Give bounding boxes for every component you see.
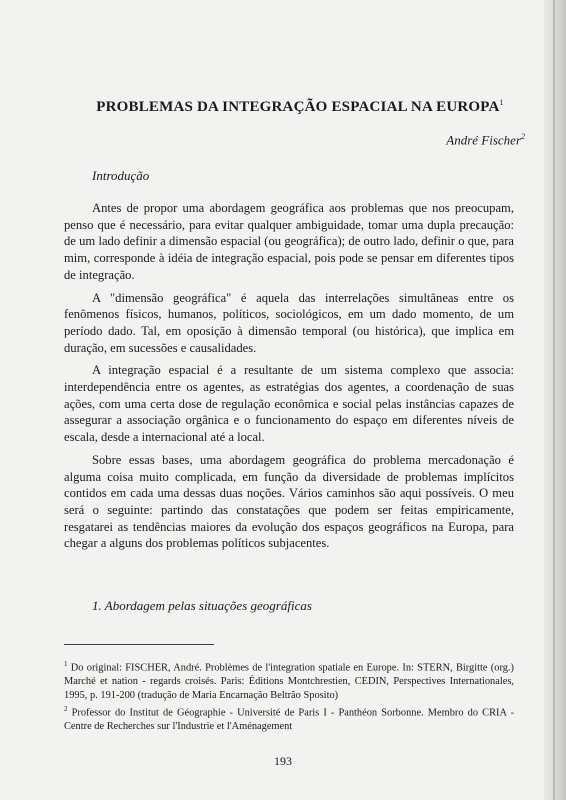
author-name (446, 132, 525, 148)
footnote (64, 703, 514, 734)
paragraph: A integração espacial é a resultante de um sistema complexo que associa: interdependência entre os agentes, as estratégias dos agentes, a coordenação de suas ações, com uma certa dose de regulação econômica e social pelas instâncias capazes de assegurar a associação orgânica e o funcionamento do espaço em diferentes níveis de escala, desde a internacional até a local. (64, 363, 514, 445)
paragraph: Sobre essas bases, uma abordagem geográfica do problema mercadonação é alguma coisa muito complicada, em função da diversidade de problemas implícitos contidos em cada uma dessas duas noções. Vários caminhos são aqui possíveis. O meu será o seguinte: partindo das constatações que podem ser feitas empiricamente, resgatarei as tendências maiores da evolução dos espaços geográficos na Europa, para chegar a alguns dos problemas políticos subjacentes. (64, 452, 514, 551)
paragraph: A "dimensão geográfica" é aquela das interrelações simultâneas entre os fenômenos físicos, humanos, políticos, sociológicos, em um dado momento, de um período dado. Tal, em oposição à dimensão temporal (ou histórica), que implica em duração, em sucessões e causalidades. (64, 290, 514, 355)
document-title (60, 98, 540, 116)
footnote-text: Professor do Institut de Géographie - Université de Paris I - Panthéon Sorbonne. Membro do CRIA - Centre de Recherches sur l'Industrie et l'Aménagement (64, 707, 514, 733)
footnote-text: Do original: FISCHER, André. Problèmes de l'integration spatiale en Europe. In: STERN, Birgitte (org.) Marché et nation - regards croisés. Paris: Éditions Montchrestien, CEDIN, Perspectives Internationales, 1995, p. 191-200 (tradução de Maria Encarnação Beltrão Sposito) (64, 662, 514, 702)
scan-edge (544, 0, 566, 800)
footnote-mark: 1 (64, 660, 68, 668)
section-heading-introducao: Introdução (92, 168, 150, 183)
footnote-mark: 2 (64, 704, 68, 713)
paragraph: Antes de propor uma abordagem geográfica aos problemas que nos preocupam, penso que é necessário, para evitar qualquer ambiguidade, tomar uma dupla precaução: de um lado definir a dimensão espacial (ou geográfica); de outro lado, definir o que, para mim, corresponde à idéia de integração espacial, pois pode se pensar em diferentes tipos de integração. (64, 201, 514, 282)
footnotes (64, 658, 514, 734)
footnote-divider (64, 644, 214, 645)
author-name-text: André Fischer (446, 132, 521, 148)
body-text (64, 200, 514, 558)
author-footnote-mark: 2 (521, 132, 525, 141)
page-number: 193 (274, 754, 292, 768)
footnote (64, 658, 514, 703)
subsection-heading: 1. Abordagem pelas situações geográficas (92, 598, 312, 613)
title-footnote-mark: 1 (499, 98, 504, 107)
scan-edge-line (553, 0, 555, 800)
document-title-text: PROBLEMAS DA INTEGRAÇÃO ESPACIAL NA EUROPA (96, 99, 500, 115)
